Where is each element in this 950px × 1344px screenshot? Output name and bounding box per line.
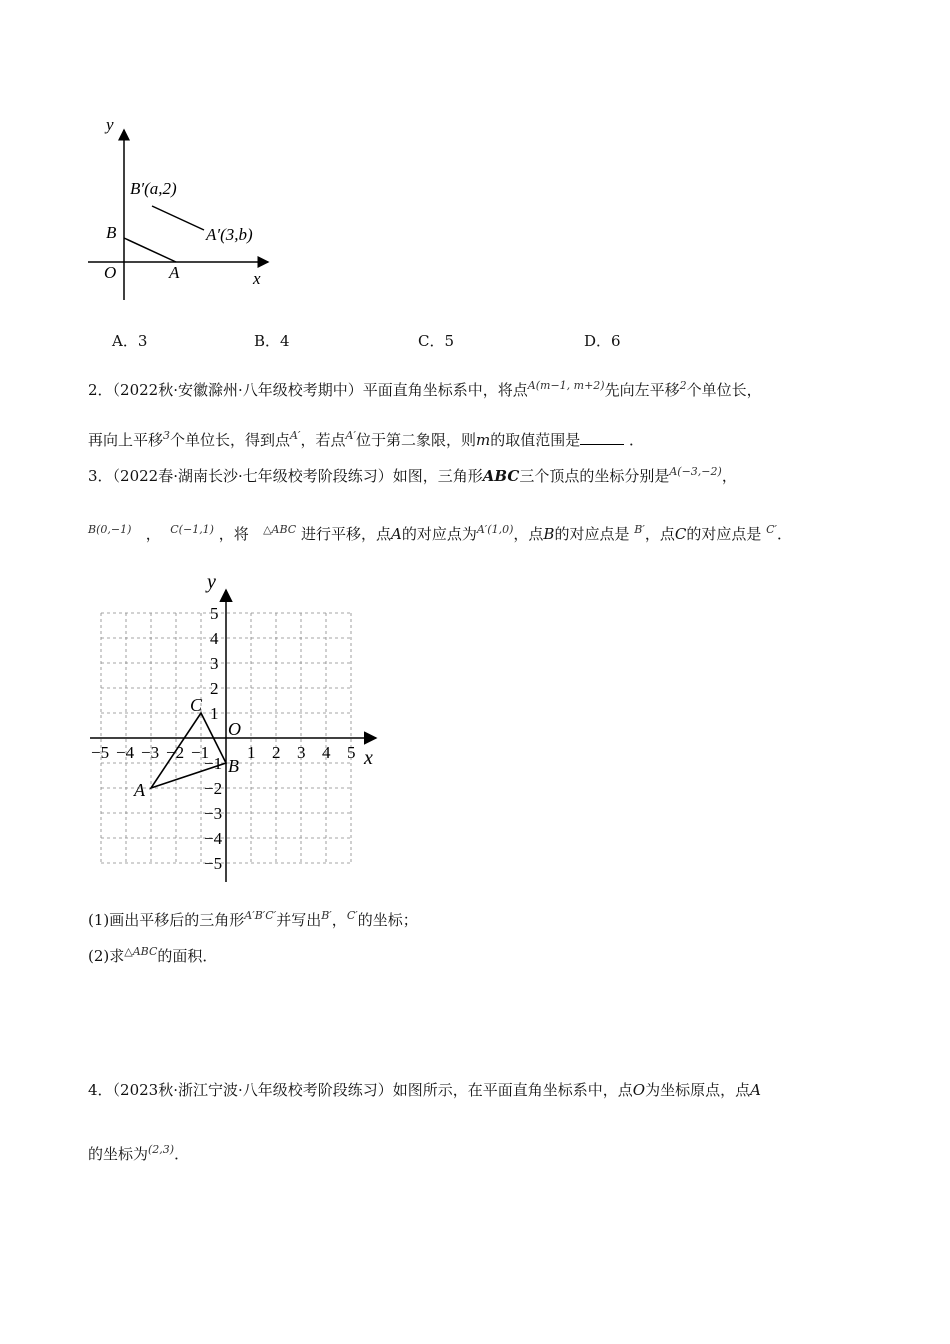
q4-line-1: 4．（2023秋·浙江宁波·八年级校考阶段练习）如图所示，在平面直角坐标系中，点O为坐标原点，点A	[88, 1081, 761, 1099]
option-a[interactable]: A．3	[112, 332, 148, 350]
y-tick-label: 3	[210, 654, 219, 673]
y-axis-label: y	[207, 571, 216, 593]
x-tick-label: −3	[141, 743, 160, 762]
vertex-b-label: B	[228, 756, 239, 776]
y-tick-label: −5	[204, 854, 223, 873]
origin-label: O	[104, 263, 117, 282]
option-d[interactable]: D．6	[584, 332, 621, 350]
vertex-a-label: A	[134, 780, 145, 800]
segment-a-prime-b-prime	[152, 206, 204, 230]
answer-blank[interactable]	[580, 430, 624, 445]
x-axis-label: x	[253, 269, 261, 288]
triangle-abc	[151, 713, 226, 788]
x-tick-label: 1	[247, 743, 256, 762]
y-tick-label: −1	[204, 754, 223, 773]
q3-line-1: 3．（2022春·湖南长沙·七年级校考阶段练习）如图，三角形ABC三个顶点的坐标分别是$^{A(-3,-2)}$，	[88, 465, 737, 485]
point-a-prime-label: A′(3,b)	[206, 225, 253, 244]
point-a-label: A	[169, 263, 180, 282]
x-tick-label: −4	[116, 743, 135, 762]
x-tick-label: 2	[272, 743, 281, 762]
y-tick-label: 1	[210, 704, 219, 723]
y-tick-label: −4	[204, 829, 223, 848]
y-tick-label: 2	[210, 679, 219, 698]
x-tick-label: 5	[347, 743, 356, 762]
q3-part-2: (2)求$^{\triangle ABC}$的面积．	[88, 945, 218, 965]
x-tick-label: −2	[166, 743, 185, 762]
point-b-prime-label: B′(a,2)	[130, 179, 177, 198]
q2-line-1: 2．（2022秋·安徽滁州·八年级校考期中）平面直角坐标系中，将点$^{A(m-1, m+2)}$先向左平移$^2$个单位长，	[88, 379, 762, 399]
x-tick-label: −5	[91, 743, 110, 762]
y-tick-label: 4	[210, 629, 219, 648]
vertex-c-label: C	[190, 695, 203, 715]
point-b-label: B	[106, 223, 117, 242]
x-axis-label: x	[364, 747, 373, 769]
y-tick-label: −3	[204, 804, 223, 823]
segment-ab	[124, 238, 176, 262]
option-b[interactable]: B．4	[254, 332, 290, 350]
option-c[interactable]: C．5	[418, 332, 455, 350]
x-tick-label: −1	[191, 743, 210, 762]
q3-part-1: (1)画出平移后的三角形$^{A'B'C'}$并写出$^{B'}$，$^{C'}$的坐标；	[88, 909, 418, 929]
q2-line-2: 再向上平移$^3$个单位长，得到点$^{A'}$，若点$^{A'}$位于第二象限，则m的取值范围是 ．	[88, 429, 645, 449]
y-axis-label: y	[106, 115, 114, 134]
y-tick-label: −2	[204, 779, 223, 798]
q3-line-2: $^{B(0,-1)}$ ， $^{C(-1,1)}$ ，将 $^{\triangle ABC}$ 进行平移，点A的对应点为$^{A'(1,0)}$，点B的对应点是 $^{B'}$，点C的对应点是 $^{C'}$．	[88, 523, 793, 543]
q4-line-2: 的坐标为$^{(2,3)}$．	[88, 1143, 190, 1163]
origin-label: O	[228, 719, 241, 739]
x-tick-label: 4	[322, 743, 331, 762]
y-tick-label: 5	[210, 604, 219, 623]
figure-2-coordinate-grid	[80, 566, 390, 886]
figure-1-coordinate-diagram	[80, 112, 280, 302]
x-tick-label: 3	[297, 743, 306, 762]
